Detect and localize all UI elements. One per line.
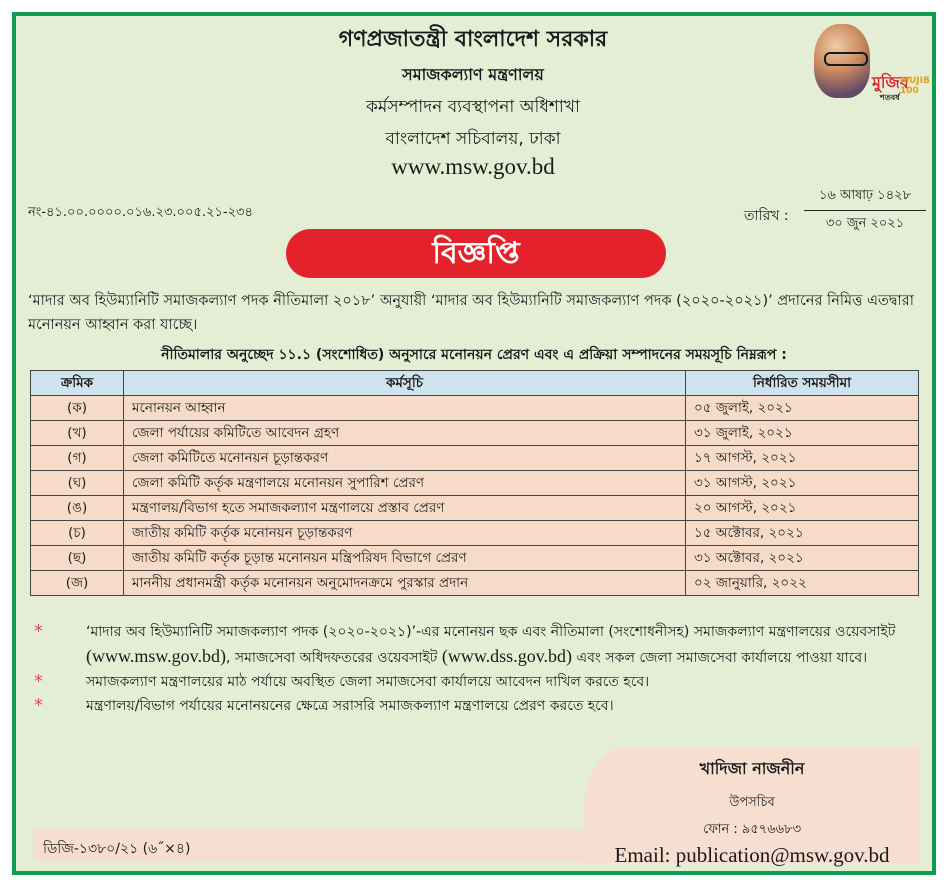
cell-activity: মনোনয়ন আহ্বান (124, 396, 686, 421)
msw-website-link[interactable]: (www.msw.gov.bd) (86, 646, 226, 666)
cell-serial: (চ) (31, 521, 124, 546)
wing-name: কর্মসম্পাদন ব্যবস্থাপনা অধিশাখা (366, 97, 580, 117)
date-label: তারিখ : (744, 208, 789, 224)
address: বাংলাদেশ সচিবালয়, ঢাকা (385, 129, 561, 149)
schedule-table (30, 370, 919, 596)
note-item (30, 694, 920, 718)
table-row (31, 571, 919, 596)
cell-serial: (খ) (31, 421, 124, 446)
cell-deadline: ২০ আগস্ট, ২০২১ (686, 496, 919, 521)
table-row (31, 471, 919, 496)
date-bangla: ১৬ আষাঢ় ১৪২৮ (804, 186, 926, 211)
table-row (31, 546, 919, 571)
col-activity: কর্মসূচি (124, 371, 686, 396)
dg-code: ডিজি-১৩৮০/২১ (৬˝×৪) (43, 841, 191, 857)
signatory-phone: ফোন : ৯৫৭৬৬৮৩ (702, 822, 802, 837)
col-serial: ক্রমিক (31, 371, 124, 396)
note-item (30, 670, 920, 694)
cell-serial: (ক) (31, 396, 124, 421)
dg-code-strip (33, 830, 593, 862)
table-row (31, 446, 919, 471)
cell-serial: (ঙ) (31, 496, 124, 521)
cell-deadline: ৩১ অক্টোবর, ২০২১ (686, 546, 919, 571)
ministry-name: সমাজকল্যাণ মন্ত্রণালয় (402, 65, 544, 84)
asterisk-bullet-icon: * (34, 671, 43, 692)
logo-text-bn: মুজিব (872, 73, 909, 92)
website-link[interactable]: www.msw.gov.bd (391, 154, 555, 179)
date-fraction (804, 186, 926, 235)
cell-serial: (গ) (31, 446, 124, 471)
cell-deadline: ৩১ জুলাই, ২০২১ (686, 421, 919, 446)
signatory-email[interactable]: Email: publication@msw.gov.bd (614, 843, 890, 867)
logo-sub: শতবর্ষ (880, 93, 900, 102)
cell-activity: জাতীয় কমিটি কর্তৃক মনোনয়ন চূড়ান্তকরণ (124, 521, 686, 546)
cell-activity: মাননীয় প্রধানমন্ত্রী কর্তৃক মনোনয়ন অনুমোদনক্রমে পুরস্কার প্রদান (124, 571, 686, 596)
cell-deadline: ০৫ জুলাই, ২০২১ (686, 396, 919, 421)
cell-deadline: ৩১ আগস্ট, ২০২১ (686, 471, 919, 496)
table-row (31, 396, 919, 421)
note-text: মন্ত্রণালয়/বিভাগ পর্যায়ের মনোনয়নের ক্ষেত্রে সরাসরি সমাজকল্যাণ মন্ত্রণালয়ে প্রেরণ করতে হবে। (86, 698, 614, 714)
glasses-icon (824, 52, 868, 66)
cell-serial: (ছ) (31, 546, 124, 571)
reference-number: নং-৪১.০০.০০০০.০১৬.২৩.০০৫.২১-২৩৪ (28, 205, 253, 220)
date-gregorian: ৩০ জুন ২০২১ (825, 216, 905, 231)
schedule-heading: নীতিমালার অনুচ্ছেদ ১১.১ (সংশোধিত) অনুসারে মনোনয়ন প্রেরণ এবং এ প্রক্রিয়া সম্পাদনের সময়সূচি নিম্নরূপ : (161, 347, 787, 363)
cell-activity: জাতীয় কমিটি কর্তৃক চূড়ান্ত মনোনয়ন মন্ত্রিপরিষদ বিভাগে প্রেরণ (124, 546, 686, 571)
cell-deadline: ০২ জানুয়ারি, ২০২২ (686, 571, 919, 596)
dss-website-link[interactable]: (www.dss.gov.bd) (441, 646, 573, 666)
note-text: ‘মাদার অব হিউম্যানিটি সমাজকল্যাণ পদক (২০২০-২০২১)’-এর মনোনয়ন ছক এবং নীতিমালা (সংশোধনীসহ) সমাজকল্যাণ মন্ত্রণালয়ের ওয়েবসাইট (86, 624, 896, 640)
note-text: সমাজকল্যাণ মন্ত্রণালয়ের মাঠ পর্যায়ে অবস্থিত জেলা সমাজসেবা কার্যালয়ে আবেদন দাখিল করতে হবে। (86, 674, 650, 690)
cell-serial: (ঘ) (31, 471, 124, 496)
cell-deadline: ১৫ অক্টোবর, ২০২১ (686, 521, 919, 546)
cell-deadline: ১৭ আগস্ট, ২০২১ (686, 446, 919, 471)
asterisk-bullet-icon: * (34, 621, 43, 642)
table-header-row (31, 371, 919, 396)
cell-activity: জেলা কমিটি কর্তৃক মন্ত্রণালয়ে মনোনয়ন সুপারিশ প্রেরণ (124, 471, 686, 496)
cell-activity: মন্ত্রণালয়/বিভাগ হতে সমাজকল্যাণ মন্ত্রণালয়ে প্রস্তাব প্রেরণ (124, 496, 686, 521)
mujib-100-logo (800, 14, 930, 106)
signature-block (584, 752, 920, 868)
col-deadline: নির্ধারিত সময়সীমা (686, 371, 919, 396)
note-text: এবং সকল জেলা সমাজসেবা কার্যালয়ে পাওয়া যাবে। (572, 650, 868, 666)
note-item (30, 620, 920, 670)
notice-banner: বিজ্ঞপ্তি (286, 229, 666, 278)
table-row (31, 521, 919, 546)
signatory-name: খাদিজা নাজনীন (699, 759, 805, 778)
note-text: , সমাজসেবা অধিদফতরের ওয়েবসাইট (225, 650, 442, 666)
table-row (31, 496, 919, 521)
intro-paragraph: ‘মাদার অব হিউম্যানিটি সমাজকল্যাণ পদক নীতিমালা ২০১৮’ অনুযায়ী ‘মাদার অব হিউম্যানিটি সমাজকল্যাণ পদক (২০২০-২০২১)’ প্রদানের নিমিত্ত এতদ্বারা মনোনয়ন আহ্বান করা যাচ্ছে। (28, 293, 914, 333)
cell-serial: (জ) (31, 571, 124, 596)
notes-list (30, 620, 920, 718)
signatory-designation: উপসচিব (729, 795, 775, 810)
table-row (31, 421, 919, 446)
cell-activity: জেলা পর্যায়ের কমিটিতে আবেদন গ্রহণ (124, 421, 686, 446)
asterisk-bullet-icon: * (34, 695, 43, 716)
cell-activity: জেলা কমিটিতে মনোনয়ন চূড়ান্তকরণ (124, 446, 686, 471)
logo-text-en: MUJIB 100 (900, 76, 930, 96)
govt-title: গণপ্রজাতন্ত্রী বাংলাদেশ সরকার (338, 27, 608, 52)
